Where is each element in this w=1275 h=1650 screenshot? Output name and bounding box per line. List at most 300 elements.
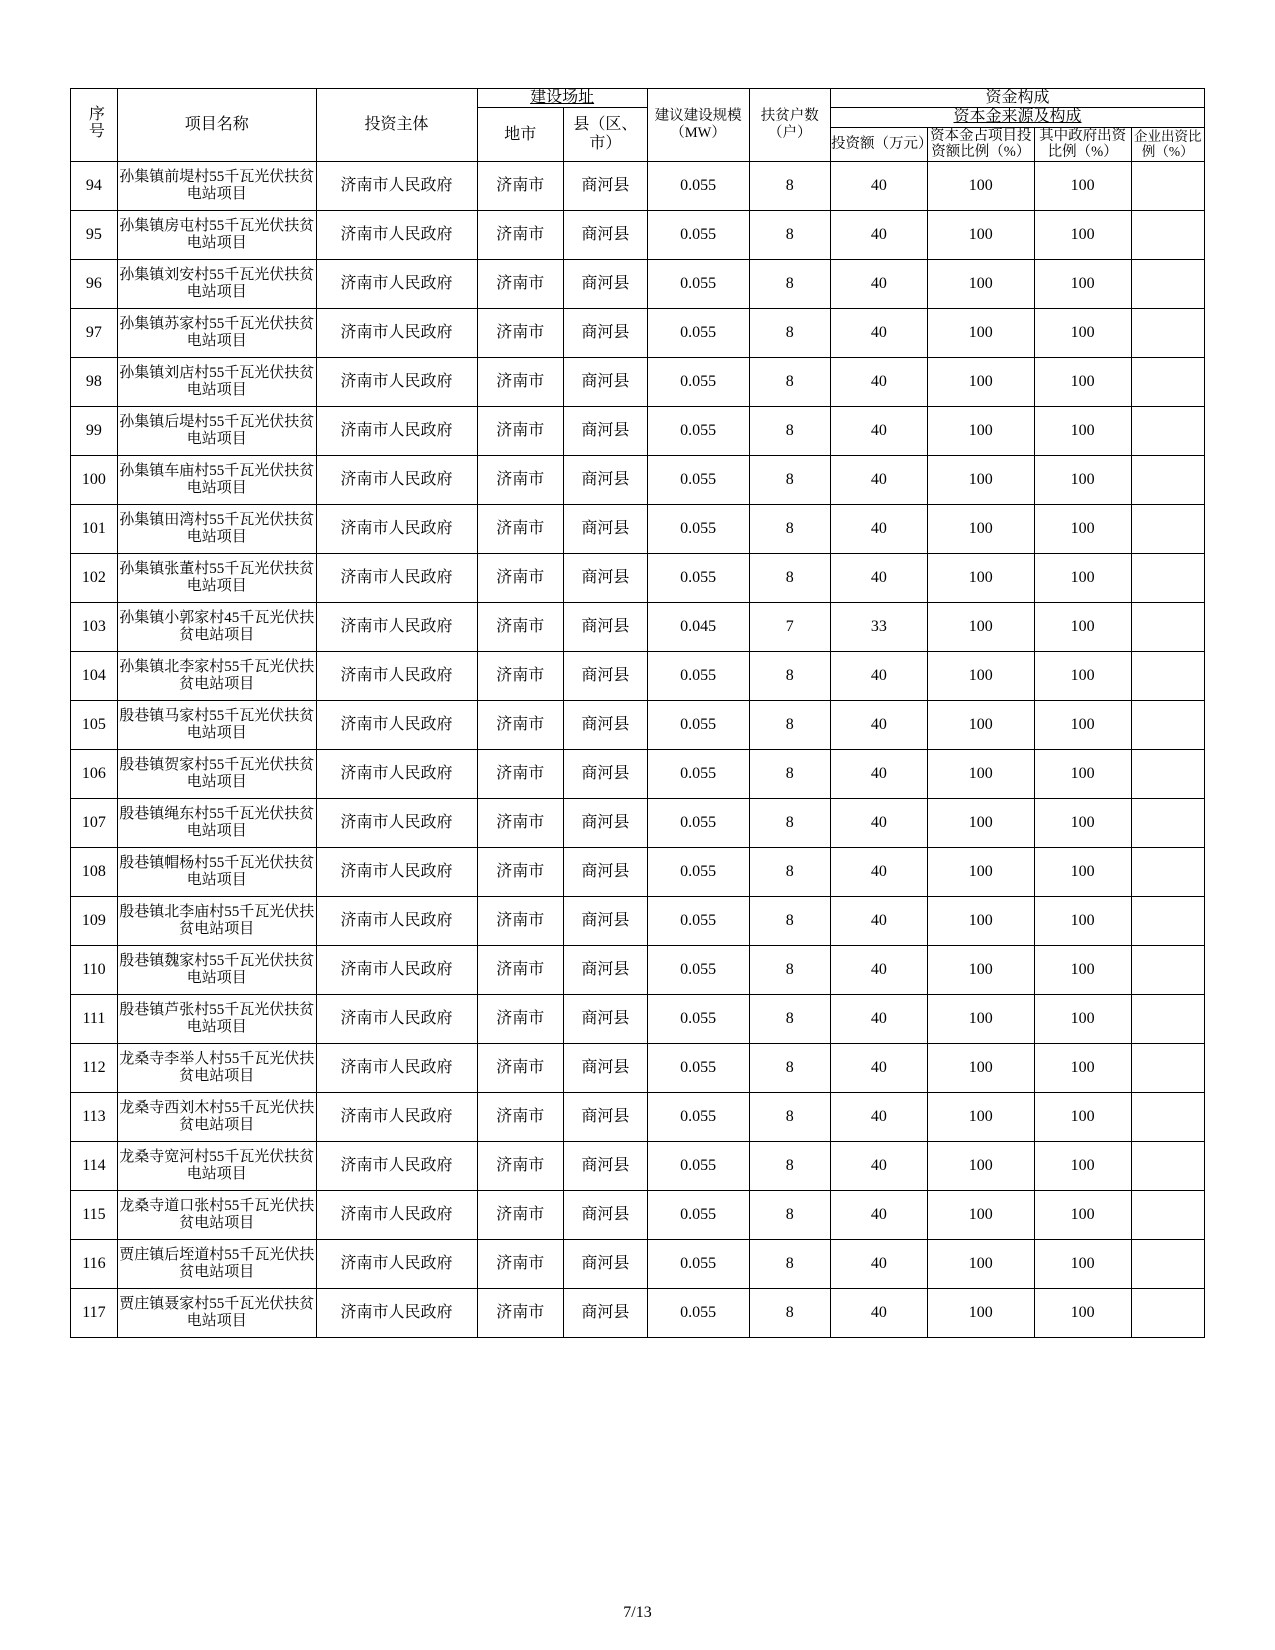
row-capital-ratio: 100 xyxy=(927,652,1034,701)
row-seq: 109 xyxy=(71,897,118,946)
row-scale: 0.055 xyxy=(647,554,749,603)
row-enterprise-ratio xyxy=(1131,750,1204,799)
row-enterprise-ratio xyxy=(1131,456,1204,505)
row-gov-ratio: 100 xyxy=(1034,1191,1131,1240)
header-scale: 建议建设规模（MW） xyxy=(647,89,749,162)
row-scale: 0.055 xyxy=(647,1191,749,1240)
row-city: 济南市 xyxy=(477,1044,564,1093)
row-capital-ratio: 100 xyxy=(927,1289,1034,1338)
row-gov-ratio: 100 xyxy=(1034,995,1131,1044)
table-row xyxy=(71,309,1205,358)
row-capital-ratio: 100 xyxy=(927,407,1034,456)
row-project-name: 孙集镇刘店村55千瓦光伏扶贫电站项目 xyxy=(117,358,316,407)
row-seq: 115 xyxy=(71,1191,118,1240)
row-gov-ratio: 100 xyxy=(1034,260,1131,309)
row-gov-ratio: 100 xyxy=(1034,603,1131,652)
row-enterprise-ratio xyxy=(1131,505,1204,554)
row-gov-ratio: 100 xyxy=(1034,1044,1131,1093)
table-row xyxy=(71,1191,1205,1240)
row-investor: 济南市人民政府 xyxy=(316,1191,477,1240)
row-project-name: 孙集镇刘安村55千瓦光伏扶贫电站项目 xyxy=(117,260,316,309)
row-investor: 济南市人民政府 xyxy=(316,701,477,750)
table-row xyxy=(71,603,1205,652)
row-city: 济南市 xyxy=(477,505,564,554)
table-row xyxy=(71,701,1205,750)
table-header xyxy=(71,89,1205,162)
row-investment: 40 xyxy=(831,848,928,897)
row-city: 济南市 xyxy=(477,554,564,603)
row-investor: 济南市人民政府 xyxy=(316,799,477,848)
row-capital-ratio: 100 xyxy=(927,358,1034,407)
row-gov-ratio: 100 xyxy=(1034,1240,1131,1289)
row-scale: 0.055 xyxy=(647,505,749,554)
row-county: 商河县 xyxy=(564,897,648,946)
row-households: 8 xyxy=(749,1093,831,1142)
row-county: 商河县 xyxy=(564,407,648,456)
row-enterprise-ratio xyxy=(1131,1044,1204,1093)
table-body xyxy=(71,162,1205,1338)
row-scale: 0.055 xyxy=(647,309,749,358)
row-households: 8 xyxy=(749,358,831,407)
row-investment: 40 xyxy=(831,554,928,603)
row-capital-ratio: 100 xyxy=(927,946,1034,995)
row-seq: 100 xyxy=(71,456,118,505)
row-households: 8 xyxy=(749,1240,831,1289)
row-scale: 0.045 xyxy=(647,603,749,652)
row-project-name: 孙集镇苏家村55千瓦光伏扶贫电站项目 xyxy=(117,309,316,358)
row-seq: 108 xyxy=(71,848,118,897)
row-investment: 40 xyxy=(831,505,928,554)
row-investor: 济南市人民政府 xyxy=(316,848,477,897)
row-investor: 济南市人民政府 xyxy=(316,554,477,603)
row-investment: 40 xyxy=(831,995,928,1044)
row-seq: 99 xyxy=(71,407,118,456)
row-enterprise-ratio xyxy=(1131,1240,1204,1289)
row-seq: 103 xyxy=(71,603,118,652)
row-households: 8 xyxy=(749,848,831,897)
row-county: 商河县 xyxy=(564,799,648,848)
header-funding-group: 资金构成 xyxy=(831,89,1205,108)
row-enterprise-ratio xyxy=(1131,1093,1204,1142)
row-project-name: 殷巷镇帽杨村55千瓦光伏扶贫电站项目 xyxy=(117,848,316,897)
row-project-name: 贾庄镇后垤道村55千瓦光伏扶贫电站项目 xyxy=(117,1240,316,1289)
row-gov-ratio: 100 xyxy=(1034,456,1131,505)
table-row xyxy=(71,1289,1205,1338)
table-row xyxy=(71,1240,1205,1289)
row-capital-ratio: 100 xyxy=(927,995,1034,1044)
row-gov-ratio: 100 xyxy=(1034,1142,1131,1191)
row-gov-ratio: 100 xyxy=(1034,750,1131,799)
table-row xyxy=(71,652,1205,701)
row-city: 济南市 xyxy=(477,946,564,995)
table-row xyxy=(71,456,1205,505)
header-investment: 投资额（万元） xyxy=(831,127,928,161)
row-capital-ratio: 100 xyxy=(927,211,1034,260)
row-capital-ratio: 100 xyxy=(927,554,1034,603)
table-row xyxy=(71,848,1205,897)
row-scale: 0.055 xyxy=(647,162,749,211)
table-row xyxy=(71,211,1205,260)
row-gov-ratio: 100 xyxy=(1034,946,1131,995)
row-investment: 40 xyxy=(831,211,928,260)
row-county: 商河县 xyxy=(564,554,648,603)
table-row xyxy=(71,897,1205,946)
row-investment: 40 xyxy=(831,358,928,407)
row-capital-ratio: 100 xyxy=(927,603,1034,652)
row-households: 8 xyxy=(749,1191,831,1240)
row-gov-ratio: 100 xyxy=(1034,701,1131,750)
row-county: 商河县 xyxy=(564,1289,648,1338)
row-project-name: 孙集镇车庙村55千瓦光伏扶贫电站项目 xyxy=(117,456,316,505)
table-row xyxy=(71,1142,1205,1191)
row-investment: 40 xyxy=(831,162,928,211)
row-capital-ratio: 100 xyxy=(927,1191,1034,1240)
header-investor: 投资主体 xyxy=(316,89,477,162)
row-seq: 110 xyxy=(71,946,118,995)
row-seq: 98 xyxy=(71,358,118,407)
row-households: 8 xyxy=(749,1044,831,1093)
table-row xyxy=(71,358,1205,407)
row-enterprise-ratio xyxy=(1131,1191,1204,1240)
table-row xyxy=(71,946,1205,995)
row-capital-ratio: 100 xyxy=(927,1044,1034,1093)
row-county: 商河县 xyxy=(564,1240,648,1289)
table-row xyxy=(71,554,1205,603)
row-scale: 0.055 xyxy=(647,407,749,456)
row-capital-ratio: 100 xyxy=(927,309,1034,358)
row-households: 8 xyxy=(749,701,831,750)
row-seq: 104 xyxy=(71,652,118,701)
row-investment: 40 xyxy=(831,750,928,799)
row-capital-ratio: 100 xyxy=(927,456,1034,505)
row-households: 8 xyxy=(749,211,831,260)
row-investor: 济南市人民政府 xyxy=(316,211,477,260)
row-investor: 济南市人民政府 xyxy=(316,652,477,701)
row-scale: 0.055 xyxy=(647,897,749,946)
row-seq: 112 xyxy=(71,1044,118,1093)
row-city: 济南市 xyxy=(477,358,564,407)
row-county: 商河县 xyxy=(564,260,648,309)
row-households: 7 xyxy=(749,603,831,652)
row-city: 济南市 xyxy=(477,848,564,897)
header-gov-ratio: 其中政府出资比例（%） xyxy=(1034,127,1131,161)
row-enterprise-ratio xyxy=(1131,652,1204,701)
row-scale: 0.055 xyxy=(647,1093,749,1142)
row-scale: 0.055 xyxy=(647,1044,749,1093)
row-project-name: 孙集镇前堤村55千瓦光伏扶贫电站项目 xyxy=(117,162,316,211)
table-row xyxy=(71,162,1205,211)
row-gov-ratio: 100 xyxy=(1034,652,1131,701)
row-seq: 97 xyxy=(71,309,118,358)
row-households: 8 xyxy=(749,554,831,603)
row-project-name: 殷巷镇芦张村55千瓦光伏扶贫电站项目 xyxy=(117,995,316,1044)
row-city: 济南市 xyxy=(477,260,564,309)
row-city: 济南市 xyxy=(477,407,564,456)
row-enterprise-ratio xyxy=(1131,799,1204,848)
row-city: 济南市 xyxy=(477,1093,564,1142)
row-gov-ratio: 100 xyxy=(1034,162,1131,211)
table-row xyxy=(71,505,1205,554)
row-investor: 济南市人民政府 xyxy=(316,505,477,554)
project-table xyxy=(70,88,1205,1338)
row-county: 商河县 xyxy=(564,505,648,554)
row-gov-ratio: 100 xyxy=(1034,799,1131,848)
row-enterprise-ratio xyxy=(1131,897,1204,946)
row-county: 商河县 xyxy=(564,1191,648,1240)
row-enterprise-ratio xyxy=(1131,358,1204,407)
row-scale: 0.055 xyxy=(647,799,749,848)
row-seq: 101 xyxy=(71,505,118,554)
header-enterprise-ratio: 企业出资比例（%） xyxy=(1131,127,1204,161)
row-investor: 济南市人民政府 xyxy=(316,1142,477,1191)
row-project-name: 殷巷镇绳东村55千瓦光伏扶贫电站项目 xyxy=(117,799,316,848)
row-enterprise-ratio xyxy=(1131,946,1204,995)
row-enterprise-ratio xyxy=(1131,701,1204,750)
row-seq: 114 xyxy=(71,1142,118,1191)
row-investor: 济南市人民政府 xyxy=(316,750,477,799)
row-capital-ratio: 100 xyxy=(927,505,1034,554)
row-households: 8 xyxy=(749,995,831,1044)
row-project-name: 龙桑寺西刘木村55千瓦光伏扶贫电站项目 xyxy=(117,1093,316,1142)
row-capital-ratio: 100 xyxy=(927,750,1034,799)
row-households: 8 xyxy=(749,162,831,211)
row-capital-ratio: 100 xyxy=(927,848,1034,897)
row-county: 商河县 xyxy=(564,995,648,1044)
row-seq: 113 xyxy=(71,1093,118,1142)
row-investment: 40 xyxy=(831,260,928,309)
row-enterprise-ratio xyxy=(1131,603,1204,652)
row-scale: 0.055 xyxy=(647,701,749,750)
row-gov-ratio: 100 xyxy=(1034,1289,1131,1338)
page-number: 7/13 xyxy=(623,1604,652,1621)
table-row xyxy=(71,407,1205,456)
row-enterprise-ratio xyxy=(1131,1289,1204,1338)
row-enterprise-ratio xyxy=(1131,995,1204,1044)
row-investor: 济南市人民政府 xyxy=(316,603,477,652)
row-project-name: 贾庄镇聂家村55千瓦光伏扶贫电站项目 xyxy=(117,1289,316,1338)
row-seq: 105 xyxy=(71,701,118,750)
row-capital-ratio: 100 xyxy=(927,260,1034,309)
row-project-name: 孙集镇北李家村55千瓦光伏扶贫电站项目 xyxy=(117,652,316,701)
row-enterprise-ratio xyxy=(1131,848,1204,897)
row-scale: 0.055 xyxy=(647,750,749,799)
row-investment: 40 xyxy=(831,1191,928,1240)
row-project-name: 龙桑寺李举人村55千瓦光伏扶贫电站项目 xyxy=(117,1044,316,1093)
row-county: 商河县 xyxy=(564,750,648,799)
row-city: 济南市 xyxy=(477,1289,564,1338)
row-households: 8 xyxy=(749,897,831,946)
row-project-name: 孙集镇后堤村55千瓦光伏扶贫电站项目 xyxy=(117,407,316,456)
row-investor: 济南市人民政府 xyxy=(316,407,477,456)
row-investment: 40 xyxy=(831,1289,928,1338)
row-investment: 33 xyxy=(831,603,928,652)
row-enterprise-ratio xyxy=(1131,407,1204,456)
row-scale: 0.055 xyxy=(647,946,749,995)
row-scale: 0.055 xyxy=(647,1289,749,1338)
row-capital-ratio: 100 xyxy=(927,897,1034,946)
row-enterprise-ratio xyxy=(1131,211,1204,260)
row-enterprise-ratio xyxy=(1131,1142,1204,1191)
row-project-name: 孙集镇张董村55千瓦光伏扶贫电站项目 xyxy=(117,554,316,603)
table-row xyxy=(71,799,1205,848)
row-scale: 0.055 xyxy=(647,260,749,309)
row-county: 商河县 xyxy=(564,358,648,407)
row-households: 8 xyxy=(749,456,831,505)
row-investment: 40 xyxy=(831,799,928,848)
row-investor: 济南市人民政府 xyxy=(316,1240,477,1289)
row-project-name: 孙集镇小郭家村45千瓦光伏扶贫电站项目 xyxy=(117,603,316,652)
row-project-name: 殷巷镇马家村55千瓦光伏扶贫电站项目 xyxy=(117,701,316,750)
row-investor: 济南市人民政府 xyxy=(316,358,477,407)
row-investment: 40 xyxy=(831,309,928,358)
row-scale: 0.055 xyxy=(647,358,749,407)
row-gov-ratio: 100 xyxy=(1034,554,1131,603)
row-investor: 济南市人民政府 xyxy=(316,162,477,211)
row-project-name: 殷巷镇北李庙村55千瓦光伏扶贫电站项目 xyxy=(117,897,316,946)
row-gov-ratio: 100 xyxy=(1034,309,1131,358)
row-gov-ratio: 100 xyxy=(1034,848,1131,897)
row-city: 济南市 xyxy=(477,897,564,946)
row-county: 商河县 xyxy=(564,162,648,211)
header-capital-source-group: 资本金来源及构成 xyxy=(831,108,1205,127)
row-investor: 济南市人民政府 xyxy=(316,456,477,505)
row-county: 商河县 xyxy=(564,211,648,260)
row-investment: 40 xyxy=(831,1044,928,1093)
header-site-group: 建设场址 xyxy=(477,89,647,108)
header-capital-ratio: 资本金占项目投资额比例（%） xyxy=(927,127,1034,161)
row-households: 8 xyxy=(749,750,831,799)
header-city: 地市 xyxy=(477,108,564,162)
row-project-name: 殷巷镇魏家村55千瓦光伏扶贫电站项目 xyxy=(117,946,316,995)
row-households: 8 xyxy=(749,652,831,701)
row-county: 商河县 xyxy=(564,603,648,652)
row-investor: 济南市人民政府 xyxy=(316,1044,477,1093)
row-capital-ratio: 100 xyxy=(927,799,1034,848)
row-scale: 0.055 xyxy=(647,652,749,701)
row-enterprise-ratio xyxy=(1131,309,1204,358)
row-households: 8 xyxy=(749,1142,831,1191)
row-capital-ratio: 100 xyxy=(927,1240,1034,1289)
row-seq: 111 xyxy=(71,995,118,1044)
row-investment: 40 xyxy=(831,897,928,946)
row-investor: 济南市人民政府 xyxy=(316,1289,477,1338)
row-gov-ratio: 100 xyxy=(1034,211,1131,260)
row-seq: 117 xyxy=(71,1289,118,1338)
table-row xyxy=(71,995,1205,1044)
row-investor: 济南市人民政府 xyxy=(316,897,477,946)
row-county: 商河县 xyxy=(564,1093,648,1142)
header-county: 县（区、市） xyxy=(564,108,648,162)
row-city: 济南市 xyxy=(477,309,564,358)
row-county: 商河县 xyxy=(564,946,648,995)
row-seq: 96 xyxy=(71,260,118,309)
row-gov-ratio: 100 xyxy=(1034,897,1131,946)
row-gov-ratio: 100 xyxy=(1034,407,1131,456)
row-scale: 0.055 xyxy=(647,1142,749,1191)
row-county: 商河县 xyxy=(564,848,648,897)
row-city: 济南市 xyxy=(477,1240,564,1289)
row-investment: 40 xyxy=(831,1142,928,1191)
row-investment: 40 xyxy=(831,701,928,750)
row-project-name: 孙集镇田湾村55千瓦光伏扶贫电站项目 xyxy=(117,505,316,554)
row-investor: 济南市人民政府 xyxy=(316,946,477,995)
row-seq: 95 xyxy=(71,211,118,260)
row-households: 8 xyxy=(749,260,831,309)
row-seq: 106 xyxy=(71,750,118,799)
row-enterprise-ratio xyxy=(1131,554,1204,603)
row-county: 商河县 xyxy=(564,456,648,505)
row-households: 8 xyxy=(749,946,831,995)
table-row xyxy=(71,260,1205,309)
header-seq-label: 序号 xyxy=(86,105,104,140)
header-row-1 xyxy=(71,89,1205,108)
row-city: 济南市 xyxy=(477,652,564,701)
row-county: 商河县 xyxy=(564,1142,648,1191)
row-project-name: 孙集镇房屯村55千瓦光伏扶贫电站项目 xyxy=(117,211,316,260)
table-row xyxy=(71,1044,1205,1093)
row-enterprise-ratio xyxy=(1131,162,1204,211)
row-investment: 40 xyxy=(831,652,928,701)
row-households: 8 xyxy=(749,407,831,456)
row-project-name: 龙桑寺宽河村55千瓦光伏扶贫电站项目 xyxy=(117,1142,316,1191)
row-households: 8 xyxy=(749,505,831,554)
row-county: 商河县 xyxy=(564,1044,648,1093)
row-seq: 94 xyxy=(71,162,118,211)
row-investor: 济南市人民政府 xyxy=(316,995,477,1044)
row-city: 济南市 xyxy=(477,211,564,260)
row-city: 济南市 xyxy=(477,701,564,750)
row-scale: 0.055 xyxy=(647,1240,749,1289)
row-households: 8 xyxy=(749,1289,831,1338)
table-row xyxy=(71,750,1205,799)
row-investment: 40 xyxy=(831,946,928,995)
row-scale: 0.055 xyxy=(647,211,749,260)
row-city: 济南市 xyxy=(477,799,564,848)
table-row xyxy=(71,1093,1205,1142)
row-capital-ratio: 100 xyxy=(927,1142,1034,1191)
row-city: 济南市 xyxy=(477,603,564,652)
row-capital-ratio: 100 xyxy=(927,701,1034,750)
row-investor: 济南市人民政府 xyxy=(316,1093,477,1142)
row-seq: 102 xyxy=(71,554,118,603)
row-investment: 40 xyxy=(831,407,928,456)
header-seq xyxy=(71,89,118,162)
row-city: 济南市 xyxy=(477,1142,564,1191)
row-gov-ratio: 100 xyxy=(1034,505,1131,554)
row-city: 济南市 xyxy=(477,995,564,1044)
row-capital-ratio: 100 xyxy=(927,162,1034,211)
row-city: 济南市 xyxy=(477,162,564,211)
row-project-name: 殷巷镇贺家村55千瓦光伏扶贫电站项目 xyxy=(117,750,316,799)
row-investor: 济南市人民政府 xyxy=(316,260,477,309)
row-households: 8 xyxy=(749,799,831,848)
row-enterprise-ratio xyxy=(1131,260,1204,309)
row-county: 商河县 xyxy=(564,309,648,358)
row-investment: 40 xyxy=(831,1093,928,1142)
header-project-name: 项目名称 xyxy=(117,89,316,162)
row-gov-ratio: 100 xyxy=(1034,358,1131,407)
row-scale: 0.055 xyxy=(647,456,749,505)
row-scale: 0.055 xyxy=(647,848,749,897)
row-gov-ratio: 100 xyxy=(1034,1093,1131,1142)
row-scale: 0.055 xyxy=(647,995,749,1044)
row-investment: 40 xyxy=(831,1240,928,1289)
row-county: 商河县 xyxy=(564,701,648,750)
row-households: 8 xyxy=(749,309,831,358)
row-seq: 107 xyxy=(71,799,118,848)
row-seq: 116 xyxy=(71,1240,118,1289)
row-investor: 济南市人民政府 xyxy=(316,309,477,358)
